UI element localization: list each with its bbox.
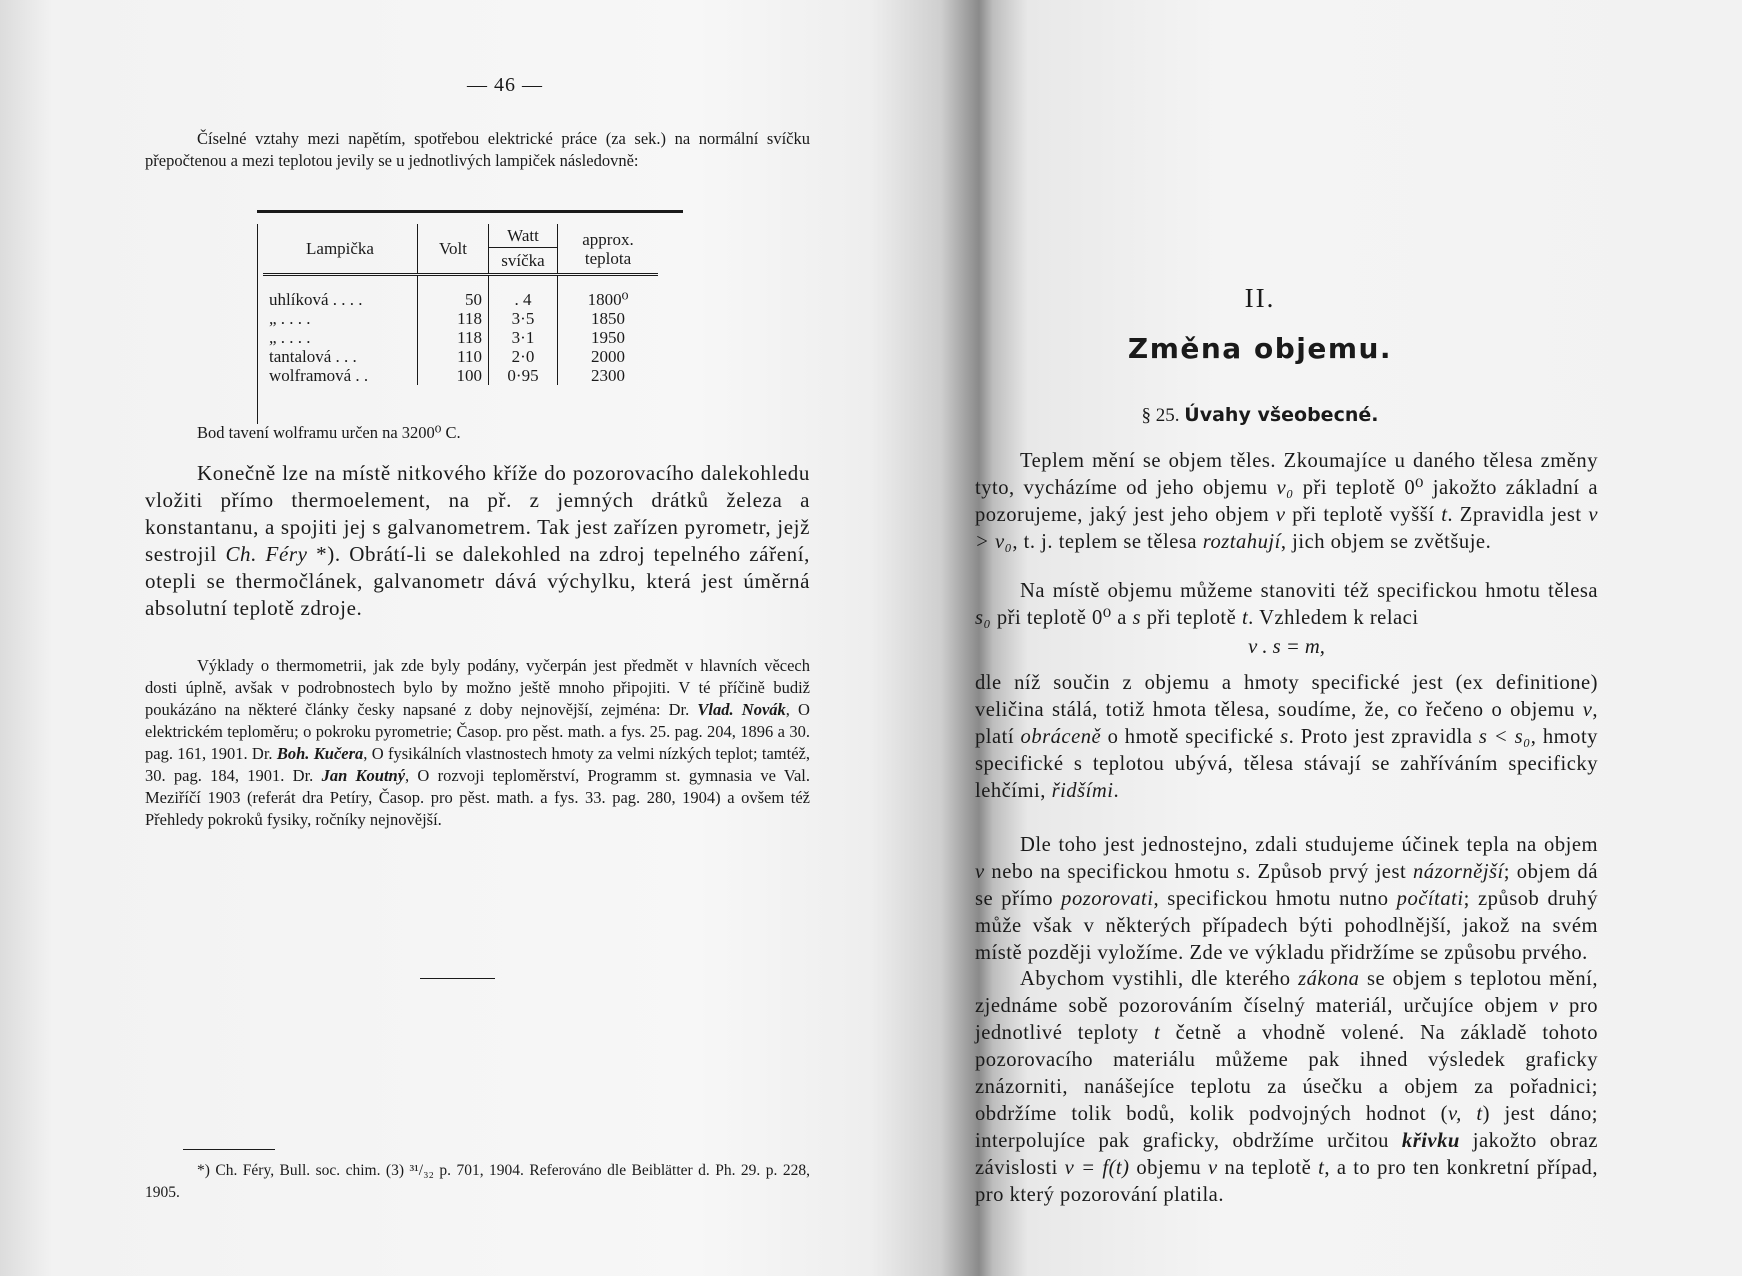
footnote: *) Ch. Féry, Bull. soc. chim. (3) ³¹/₃₂ p. 701, 1904. Referováno dle Beiblätter d. Ph. 29. p. 228, 1905. bbox=[145, 1162, 810, 1201]
paragraph-definition: dle níž součin z objemu a hmoty specifické jest (ex definitione) veličina stálá, totiž hmota tělesa, soudíme, že, co řečeno o objemu v, platí obráceně o hmotě specifické s. Proto jest zpravidla s < s₀, hmoty specifické s teplotou ubývá, tělesa stávají se zahříváním specificky lehčími, řidšími. bbox=[975, 672, 1598, 802]
pyrometer-paragraph: Konečně lze na místě nitkového kříže do pozorovacího dalekohledu vložiti přímo thermoelement, na př. z jemných drátků železa a konstantanu, a spojiti jej s galvanometrem. Tak jest zařízen pyrometr, jejž sestrojil Ch. Féry *). Obrátí-li se dalekohled na zdroj tepelného záření, otepli se thermočlánek, galvanometr dává výchylku, která jest úměrná absolutní teplotě zdroje. bbox=[145, 461, 811, 620]
table-row bbox=[263, 328, 658, 347]
header-lamp: Lampička bbox=[263, 224, 418, 275]
cell-lamp: wolframová . . bbox=[269, 366, 369, 385]
chapter-title: Změna objemu. bbox=[1127, 332, 1393, 365]
cell-volt: 100 bbox=[418, 366, 489, 385]
cell-temp: 2000 bbox=[558, 347, 659, 366]
author-kucera: Boh. Kučera bbox=[276, 744, 364, 763]
cell-temp: 1800⁰ bbox=[558, 275, 659, 310]
table-row bbox=[263, 275, 658, 310]
header-watt-bottom: svíčka bbox=[501, 251, 545, 270]
paragraph-volume: Teplem mění se objem těles. Zkoumajíce u daného tělesa změny tyto, vycházíme od jeho objemu v₀ při teplotě 0⁰ jakožto základní a pozorujeme, jaký jest jeho objem v při teplotě vyšší t. Zpravidla jest v > v₀, t. j. teplem se tělesa roztahují, jich objem se zvětšuje. bbox=[975, 450, 1599, 553]
section-mark: § 25. bbox=[1141, 405, 1180, 426]
cell-watt: 2·0 bbox=[489, 347, 558, 366]
references-paragraph: Výklady o thermometrii, jak zde byly podány, vyčerpán jest předmět v hlavních věcech dosti úplně, avšak v podrobnostech bylo by možno ještě mnoho připojiti. V té příčině budiž poukázáno na některé články česky napsané z doby nejnovější, zejména: Dr. Vlad. Novák, O elektrickém teploměru; o pokroku pyrometrie; Časop. pro pěst. math. a fys. 25. pag. 204, 1896 a 30. pag. 161, 1901. Dr. Boh. Kučera, O fysikálních vlastnostech hmoty za velmi nízkých teplot; tamtéž, 30. pag. 184, 1901. Dr. Jan Koutný, O rozvoji teploměrství, Programm st. gymnasia ve Val. Meziříčí 1903 (referát dra Petíry, Časop. pro pěst. math. a fys. 33. pag. 280, 1904) a ovšem též Přehledy pokroků fysiky, ročníky nejnovější. bbox=[145, 656, 810, 829]
cell-volt: 110 bbox=[418, 347, 489, 366]
intro-paragraph: Číselné vztahy mezi napětím, spotřebou elektrické práce (za sek.) na normální svíčku přepočtenou a mezi teplotou jevily se u jednotlivých lampiček následovně: bbox=[145, 129, 810, 170]
cell-volt: 50 bbox=[418, 275, 489, 310]
header-temp-bottom: teplota bbox=[584, 248, 632, 268]
cell-temp: 1850 bbox=[558, 309, 659, 328]
header-watt bbox=[489, 224, 558, 275]
cell-volt: 118 bbox=[418, 309, 489, 328]
right-page bbox=[975, 0, 1742, 1276]
table-row bbox=[263, 347, 658, 366]
paragraph-specific-mass: Na místě objemu můžeme stanoviti též specifickou hmotu tělesa s₀ při teplotě 0⁰ a s při teplotě t. Vzhledem k relaci bbox=[975, 580, 1598, 629]
table-row bbox=[263, 309, 658, 328]
header-temp bbox=[558, 224, 659, 275]
table-left-border bbox=[257, 224, 258, 424]
header-volt: Volt bbox=[418, 224, 489, 275]
melting-point-note: Bod tavení wolframu určen na 3200⁰ C. bbox=[197, 423, 461, 442]
section-title: Úvahy všeobecné. bbox=[1184, 404, 1379, 426]
cell-lamp: „ . . . . bbox=[269, 309, 311, 328]
cell-watt: 3·1 bbox=[489, 328, 558, 347]
header-watt-top: Watt bbox=[489, 224, 557, 248]
author-novak: Vlad. Novák bbox=[697, 700, 786, 719]
cell-watt: . 4 bbox=[489, 275, 558, 310]
fery-name: Ch. Féry bbox=[225, 542, 308, 566]
paragraph-method: Dle toho jest jednostejno, zdali studujeme účinek tepla na objem v nebo na specifickou hmotu s. Způsob prvý jest názornější; objem dá se přímo pozorovati, specifickou hmotu nutno počítati; způsob druhý může však v některých případech býti pohodlnější, jakož na svém místě později vyložíme. Zde ve výkladu přidržíme se způsobu prvého. bbox=[975, 834, 1598, 964]
cell-lamp: „ . . . . bbox=[269, 328, 311, 347]
formula-vsm: v . s = m, bbox=[1248, 636, 1325, 658]
cell-temp: 1950 bbox=[558, 328, 659, 347]
cell-watt: 0·95 bbox=[489, 366, 558, 385]
paragraph-law: Abychom vystihli, dle kterého zákona se objem s teplotou mění, zjednáme sobě pozorováním číselný materiál, určujíce objem v pro jednotlivé teploty t četně a vhodně volené. Na základě tohoto pozorovacího materiálu můžeme pak ihned výsledek graficky znázorniti, nanášejíce teplotu za úsečku a objem za pořadnici; obdržíme tolik bodů, kolik podvojných hodnot (v, t) jest dáno; interpolujíce pak graficky, obdržíme určitou křivku jakožto obraz závislosti v = f(t) objemu v na teplotě t, a to pro ten konkretní případ, pro který pozorování platila. bbox=[975, 968, 1598, 1206]
table-header-row bbox=[263, 224, 658, 275]
cell-temp: 2300 bbox=[558, 366, 659, 385]
cell-volt: 118 bbox=[418, 328, 489, 347]
page-number: — 46 — bbox=[467, 74, 543, 96]
author-koutny: Jan Koutný bbox=[321, 766, 406, 785]
cell-lamp: tantalová . . . bbox=[269, 347, 357, 366]
chapter-number: II. bbox=[1244, 283, 1276, 313]
section-heading bbox=[975, 404, 1545, 427]
lamp-data-table bbox=[263, 224, 658, 385]
header-temp-top: approx. bbox=[582, 229, 634, 249]
table-row bbox=[263, 366, 658, 385]
cell-watt: 3·5 bbox=[489, 309, 558, 328]
cell-lamp: uhlíková . . . . bbox=[269, 290, 363, 309]
table-top-rule bbox=[257, 210, 683, 213]
section-end-rule bbox=[420, 978, 495, 979]
footnote-rule bbox=[183, 1149, 275, 1150]
